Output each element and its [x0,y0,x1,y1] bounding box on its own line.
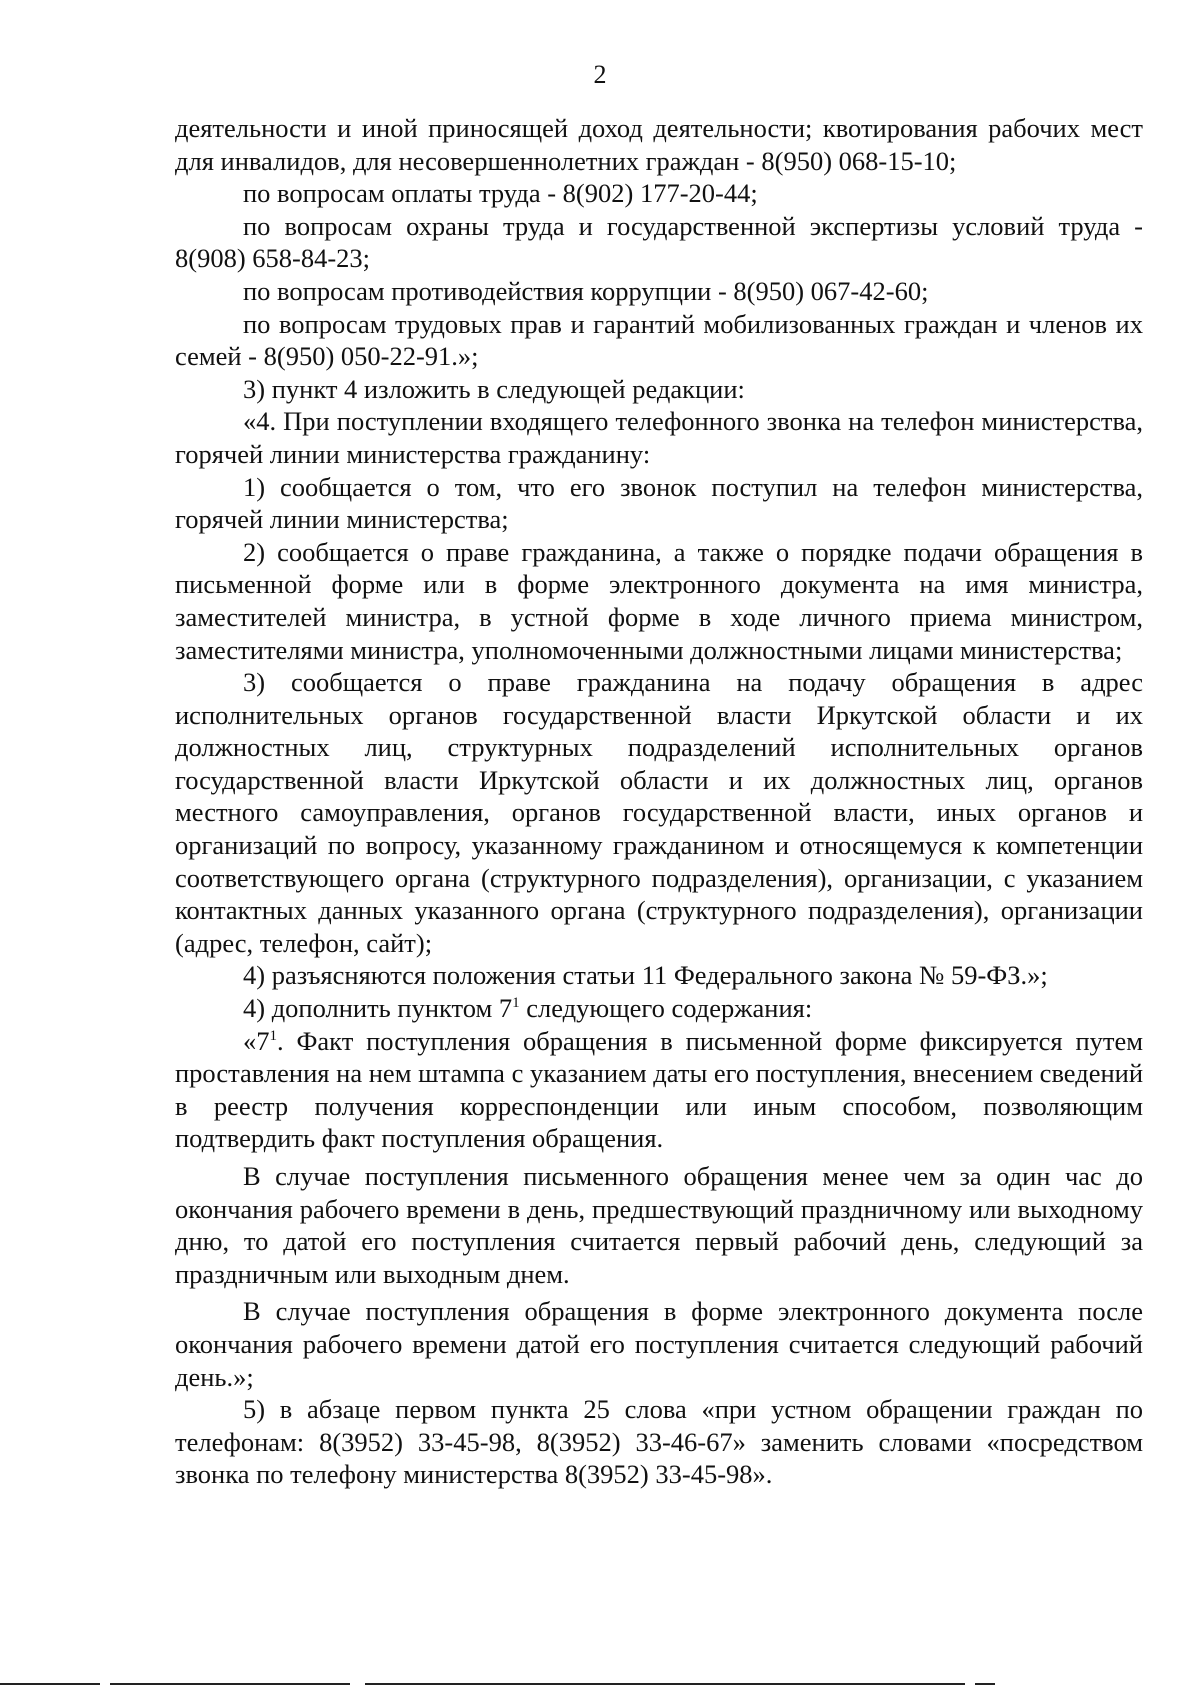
document-body [175,112,1143,1491]
bottom-scan-edge [0,1683,1200,1685]
paragraph-clause-4: «4. При поступлении входящего телефонного звонка на телефон министерства, горячей линии министерства гражданину: [175,406,1143,469]
paragraph-anticorruption-contact: по вопросам противодействия коррупции - 8(950) 067-42-60; [243,275,929,306]
item-4-intro-superscript: 1 [512,995,520,1012]
paragraph-mobilized-rights-contact: по вопросам трудовых прав и гарантий мобилизованных граждан и членов их семей - 8(950) 050-22-91.»; [175,308,1143,372]
clause-7-1-superscript: 1 [269,1027,277,1044]
paragraph-wage-contact: по вопросам оплаты труда - 8(902) 177-20-44; [243,178,758,209]
paragraph-continuation: деятельности и иной приносящей доход деятельности; квотирования рабочих мест для инвалидов, для несовершеннолетних граждан - 8(950) 068-15-10; [175,113,1143,176]
paragraph-subitem-4: 4) разъясняются положения статьи 11 Федерального закона № 59-ФЗ.»; [243,960,1048,991]
paragraph-subitem-1: 1) сообщается о том, что его звонок поступил на телефон министерства, горячей линии министерства; [175,471,1143,535]
item-4-intro-text: 4) дополнить пунктом 7 [243,993,513,1024]
item-4-intro-text-end: следующего содержания: [519,993,813,1024]
paragraph-written-appeal-timing: В случае поступления письменного обращения менее чем за один час до окончания рабочего времени в день, предшествующий праздничному или выходному дню, то датой его поступления считается первый рабочий день, следующий за праздничным или выходным днем. [175,1161,1143,1289]
paragraph-item-5: 5) в абзаце первом пункта 25 слова «при устном обращении граждан по телефонам: 8(3952) 33-45-98, 8(3952) 33-46-67» заменить словами «посредством звонка по телефону министерства 8(3952) 33-45-98». [175,1394,1143,1490]
paragraph-subitem-2: 2) сообщается о праве гражданина, а также о порядке подачи обращения в письменной форме или в форме электронного документа на имя министра, заместителей министра, в устной форме в ходе личного приема министром, заместителями министра, уполномоченными должностными лицами министерства; [175,536,1143,665]
page-number: 2 [593,60,607,89]
paragraph-labor-safety-contact: по вопросам охраны труда и государственной экспертизы условий труда - 8(908) 658-84-23; [175,210,1143,274]
clause-7-1-text: . Факт поступления обращения в письменной форме фиксируется путем проставления на нем штампа с указанием даты его поступления, внесением сведений в реестр получения корреспонденции или иным способом, позволяющим подтвердить факт поступления обращения. [175,1025,1143,1154]
clause-7-1-number: «7 [243,1025,270,1056]
paragraph-item-3-intro: 3) пункт 4 изложить в следующей редакции: [243,373,745,404]
paragraph-electronic-appeal-timing: В случае поступления обращения в форме электронного документа после окончания рабочего времени датой его поступления считается следующий рабочий день.»; [175,1296,1143,1392]
paragraph-subitem-3: 3) сообщается о праве гражданина на подачу обращения в адрес исполнительных органов государственной власти Иркутской области и их должностных лиц, структурных подразделений исполнительных органов государственной власти Иркутской области и их должностных лиц, органов местного самоуправления, органов государственной власти, иных органов и организаций по вопросу, указанному гражданином и относящемуся к компетенции соответствующего органа (структурного подразделения), организации, с указанием контактных данных указанного органа (структурного подразделения), организации (адрес, телефон, сайт); [175,667,1143,958]
paragraph-clause-7-1 [175,1025,1143,1155]
paragraph-item-4-intro [175,992,1143,1025]
